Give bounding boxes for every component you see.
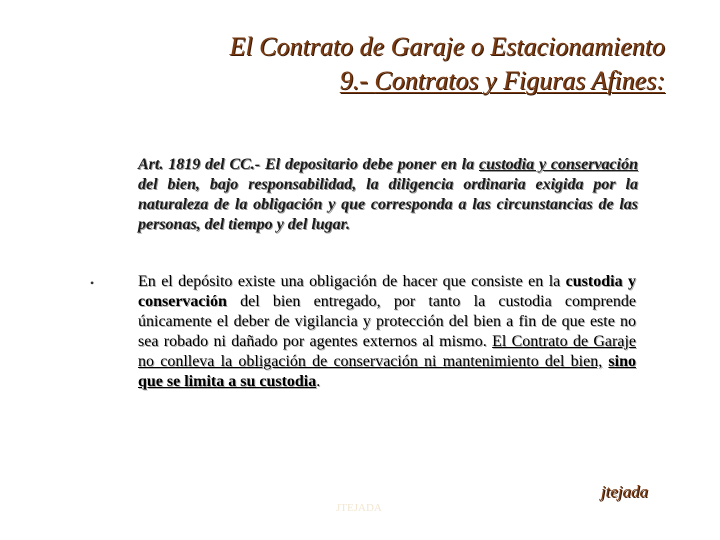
faint-watermark-text: JTEJADA [336,502,382,514]
para-underlined-phrase: El Contrato de Garaje no conlleva la obligación de conservación ni mantenimiento del bien, [138,333,637,370]
title-subtitle: Contratos y Figuras Afines: [374,66,665,95]
title-line-2 [230,64,665,98]
para-bold-phrase: custodia y conservación [138,273,636,310]
author-signature: jtejada [600,482,648,501]
article-text-1: Art. 1819 del CC.- El depositario debe poner en la [138,156,479,173]
title-number: 9.- [339,66,375,95]
para-underlined-bold-phrase: sino que se limita a su custodia [138,353,636,390]
bullet-marker: • [90,276,95,290]
body-paragraph [138,272,636,392]
article-underlined-phrase: custodia y conservación [478,156,638,173]
title-line-1: El Contrato de Garaje o Estacionamiento [229,32,665,61]
article-quote [138,155,638,235]
para-text-end: . [316,373,321,390]
para-text-1: En el depósito existe una obligación de hacer que consiste en la [138,273,566,290]
article-text-2: del bien, bajo responsabilidad, la diligencia ordinaria exigida por la naturaleza de la obligación y que corresponda a las circunstancias de las personas, del tiempo y del lugar. [138,176,638,233]
para-text-2: del bien entregado, por tanto la custodia comprende únicamente el deber de vigilancia y protección del bien a fin de que este no sea robado ni dañado por agentes externos al mismo. [138,293,636,350]
slide-title [230,30,665,98]
